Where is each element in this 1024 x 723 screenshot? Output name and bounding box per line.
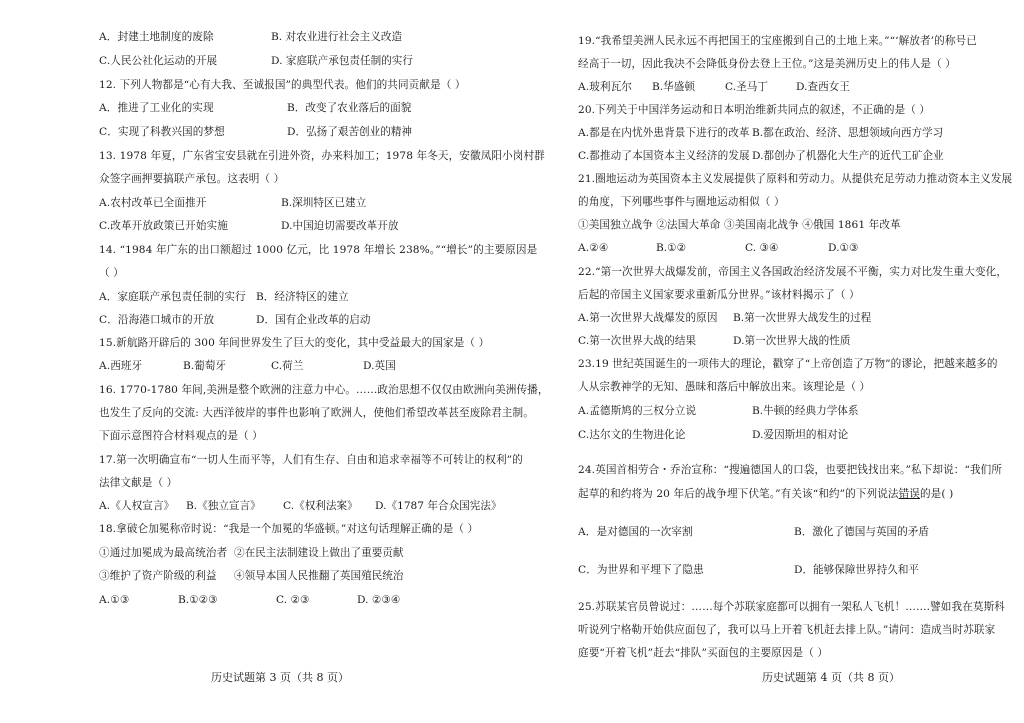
q12-option-b: B．改变了农业落后的面貌 (287, 102, 412, 114)
q23-option-d: D.爱因斯坦的相对论 (752, 429, 849, 441)
q18-option-a: A.①③ (99, 594, 130, 606)
q19-option-b: B.华盛顿 (652, 81, 695, 93)
q24-option-b: B．激化了德国与英国的矛盾 (794, 526, 929, 538)
q16-stem-line3: 下面示意图符合材料观点的是（ ） (99, 430, 263, 442)
q11-option-c: C.人民公社化运动的开展 (99, 55, 218, 67)
q12-option-a: A．推进了工业化的实现 (99, 102, 214, 114)
q20-option-b: B.都在政治、经济、思想领域向西方学习 (752, 127, 944, 139)
q22-option-b: B.第一次世界大战发生的过程 (733, 312, 872, 324)
q14-option-b: B．经济特区的建立 (256, 291, 349, 303)
q18-item-4: ④领导本国人民推翻了英国殖民统治 (234, 570, 404, 582)
q15-option-d: D.英国 (363, 360, 396, 372)
q17-option-c: C.《权利法案》 (283, 500, 358, 512)
q18-item-1: ①通过加冕成为最高统治者 (99, 547, 228, 559)
q18-item-3: ③维护了资产阶级的利益 (99, 570, 217, 582)
q11-option-b: B. 对农业进行社会主义改造 (271, 31, 403, 43)
q24-stem-line2: 起草的和约将为 20 年后的战争埋下伏笔。”有关该“和约”的下列说法错误的是( ) (578, 488, 954, 500)
q14-stem-line1: 14. “1984 年广东的出口额超过 1000 亿元，比 1978 年增长 238%。”“增长”的主要原因是 (99, 244, 538, 256)
q14-option-a: A．家庭联产承包责任制的实行 (99, 291, 246, 303)
q23-stem-line2: 人从宗教神学的无知、愚昧和落后中解放出来。该理论是（ ） (578, 381, 871, 393)
q21-items: ①美国独立战争 ②法国大革命 ③美国南北战争 ④俄国 1861 年改革 (578, 219, 901, 231)
q17-option-d: D.《1787 年合众国宪法》 (375, 500, 502, 512)
q22-stem-line1: 22.“第一次世界大战爆发前，帝国主义各国政治经济发展不平衡，实力对比发生重大变化， (578, 266, 1008, 278)
q17-option-b: B.《独立宣言》 (186, 500, 261, 512)
q18-option-d: D. ②③④ (357, 594, 401, 606)
q24-stem-line1: 24.英国首相劳合・乔治宣称：“搜遍德国人的口袋，也要把钱找出来。”私下却说：“我们所 (578, 464, 1003, 476)
left-page-footer: 历史试题第 3 页（共 8 页） (211, 671, 349, 684)
q14-option-c: C．沿海港口城市的开放 (99, 314, 215, 326)
q13-option-b: B.深圳特区已建立 (281, 197, 367, 209)
q20-option-a: A.都是在内忧外患背景下进行的改革 (578, 127, 750, 139)
q14-option-d: D．国有企业改革的启动 (256, 314, 371, 326)
q23-option-a: A.孟德斯鸠的三权分立说 (578, 405, 697, 417)
q21-option-b: B.①② (656, 242, 687, 254)
q23-stem-line1: 23.19 世纪英国诞生的一项伟大的理论，戳穿了“上帝创造了万物”的谬论，把越来越多的 (578, 358, 998, 370)
q22-option-a: A.第一次世界大战爆发的原因 (578, 312, 718, 324)
q21-option-a: A.②④ (578, 242, 609, 254)
q21-option-c: C. ③④ (745, 242, 779, 254)
q17-stem-line1: 17.第一次明确宣布“一切人生而平等，人们有生存、自由和追求幸福等不可转让的权利”的 (99, 454, 523, 466)
q23-option-b: B.牛顿的经典力学体系 (752, 405, 859, 417)
q19-stem-line1: 19.“我希望美洲人民永远不再把国王的宝座搬到自己的土地上来。”“‘解放者’的称号已 (578, 35, 977, 47)
q16-stem-line1: 16. 1770-1780 年间,美洲是整个欧洲的注意力中心。……政治思想不仅仅由欧洲向美洲传播， (99, 384, 549, 396)
q24-option-c: C．为世界和平埋下了隐患 (578, 564, 704, 576)
emphasis-underline: 错误 (898, 488, 920, 500)
q19-option-a: A.玻利瓦尔 (578, 81, 632, 93)
right-page-footer: 历史试题第 4 页（共 8 页） (762, 671, 900, 684)
q18-stem: 18.拿破仑加冕称帝时说：“我是一个加冕的华盛顿。”对这句话理解正确的是（ ） (99, 523, 479, 535)
q22-stem-line2: 后起的帝国主义国家要求重新瓜分世界。”该材料揭示了（ ） (578, 289, 860, 301)
q19-stem-line2: 经高于一切，因此我决不会降低身份去登上王位。”这是美洲历史上的伟人是（ ） (578, 58, 956, 70)
q18-item-2: ②在民主法制建设上做出了重要贡献 (234, 547, 404, 559)
q17-stem-line2: 法律文献是（ ） (99, 477, 178, 489)
q12-stem: 12. 下列人物都是“心有大我、至诚报国”的典型代表。他们的共同贡献是（ ） (99, 79, 466, 91)
q12-option-d: D．弘扬了艰苦创业的精神 (287, 126, 413, 138)
q13-option-a: A.农村改革已全面推开 (99, 197, 207, 209)
q25-stem-line1: 25.苏联某官员曾说过：……每个苏联家庭都可以拥有一架私人飞机！…….譬如我在莫斯科 (578, 601, 1005, 613)
q15-option-a: A.西班牙 (99, 360, 143, 372)
q24-option-a: A．是对德国的一次宰割 (578, 526, 693, 538)
q19-option-d: D.查西女王 (796, 81, 850, 93)
q22-option-c: C.第一次世界大战的结果 (578, 335, 697, 347)
q25-stem-line3: 庭要“开着飞机”赶去“排队”买面包的主要原因是（ ） (578, 647, 829, 659)
q13-option-c: C.改革开放政策已开始实施 (99, 220, 228, 232)
q18-option-b: B.①②③ (178, 594, 218, 606)
q13-stem-line1: 13. 1978 年夏，广东省宝安县就在引进外资，办来料加工；1978 年冬天，安徽凤阳小岗村群 (99, 150, 545, 162)
q12-option-c: C．实现了科教兴国的梦想 (99, 126, 225, 138)
q11-option-a: A．封建土地制度的废除 (99, 31, 214, 43)
q14-stem-line2: （ ） (99, 267, 124, 279)
q20-stem: 20.下列关于中国洋务运动和日本明治维新共同点的叙述，不正确的是（ ） (578, 104, 931, 116)
q23-option-c: C.达尔文的生物进化论 (578, 429, 686, 441)
q21-stem-line1: 21.圈地运动为英国资本主义发展提供了原料和劳动力。从提供充足劳动力推动资本主义发展 (578, 173, 1013, 185)
q15-option-b: B.葡萄牙 (183, 360, 226, 372)
q25-stem-line2: 听说列宁格勒开始供应面包了，我可以马上开着飞机赶去排上队。”请问：造成当时苏联家 (578, 624, 996, 636)
q19-option-c: C.圣马丁 (725, 81, 768, 93)
q22-option-d: D.第一次世界大战的性质 (733, 335, 851, 347)
q20-option-d: D.都创办了机器化大生产的近代工矿企业 (752, 150, 944, 162)
q18-option-c: C. ②③ (276, 594, 310, 606)
q21-stem-line2: 的角度，下列哪些事件与圈地运动相似（ ） (578, 196, 785, 208)
q15-option-c: C.荷兰 (271, 360, 304, 372)
q20-option-c: C.都推动了本国资本主义经济的发展 (578, 150, 750, 162)
q11-option-d: D. 家庭联产承包责任制的实行 (271, 55, 413, 67)
q13-option-d: D.中国迫切需要改革开放 (281, 220, 399, 232)
q13-stem-line2: 众签字画押要搞联产承包。这表明（ ） (99, 173, 285, 185)
q15-stem: 15.新航路开辟后的 300 年间世界发生了巨大的变化，其中受益最大的国家是（ ） (99, 337, 490, 349)
q16-stem-line2: 也发生了反向的交流: 大西洋彼岸的事件也影响了欧洲人，使他们希望改革甚至废除君主制。 (99, 407, 534, 419)
q24-option-d: D．能够保障世界持久和平 (794, 564, 920, 576)
q21-option-d: D.①③ (828, 242, 859, 254)
q17-option-a: A.《人权宣言》 (99, 500, 175, 512)
